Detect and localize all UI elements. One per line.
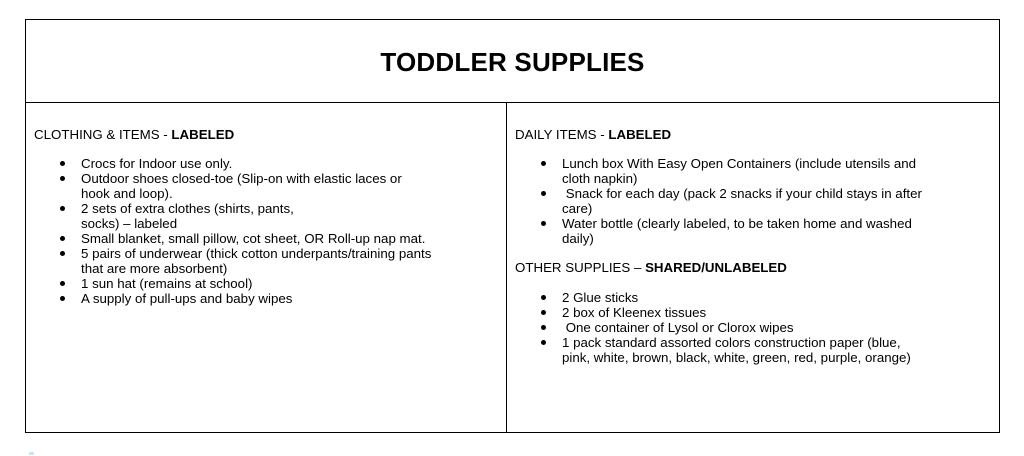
- list-item-line: Outdoor shoes closed-toe (Slip-on with elastic laces or: [81, 171, 402, 186]
- list-item: [34, 276, 506, 291]
- clothing-items-cell: [26, 103, 507, 432]
- list-item: [515, 320, 993, 335]
- list-item-line: cloth napkin): [562, 171, 638, 186]
- daily-and-other-cell: [507, 103, 999, 432]
- other-supplies-heading-emphasis: SHARED/UNLABELED: [645, 260, 787, 275]
- list-item-line: 1 sun hat (remains at school): [81, 276, 253, 291]
- supplies-table: [25, 19, 1000, 433]
- list-item-line: One container of Lysol or Clorox wipes: [562, 320, 794, 335]
- daily-items-heading-emphasis: LABELED: [608, 127, 672, 142]
- list-item-line: 2 Glue sticks: [562, 290, 639, 305]
- list-item-line: socks) – labeled: [81, 216, 178, 231]
- list-item: [515, 216, 993, 246]
- title-cell: [26, 20, 999, 103]
- page-title: TODDLER SUPPLIES: [380, 46, 645, 77]
- list-item: [515, 186, 993, 216]
- list-item-line: 5 pairs of underwear (thick cotton underpants/training pants: [81, 246, 432, 261]
- list-item-line: Snack for each day (pack 2 snacks if your child stays in after: [562, 186, 922, 201]
- list-item-line: that are more absorbent): [81, 261, 228, 276]
- list-item-line: Small blanket, small pillow, cot sheet, OR Roll-up nap mat.: [81, 231, 426, 246]
- list-item: [515, 156, 993, 186]
- list-item: [34, 246, 506, 276]
- list-item: [34, 156, 506, 171]
- list-item-line: daily): [562, 231, 594, 246]
- list-item: [515, 335, 993, 365]
- list-item-line: hook and loop).: [81, 186, 173, 201]
- other-supplies-list: [515, 290, 993, 365]
- list-item: [34, 291, 506, 306]
- clothing-items-heading-prefix: CLOTHING & ITEMS -: [34, 127, 172, 142]
- daily-items-list: [515, 156, 993, 246]
- daily-items-heading-prefix: DAILY ITEMS -: [515, 127, 609, 142]
- list-item: [34, 171, 506, 201]
- list-item-line: 1 pack standard assorted colors construction paper (blue,: [562, 335, 901, 350]
- clothing-items-heading-emphasis: LABELED: [171, 127, 235, 142]
- list-item: [515, 305, 993, 320]
- list-item: [34, 231, 506, 246]
- list-item-line: Crocs for Indoor use only.: [81, 156, 233, 171]
- other-supplies-heading: [515, 260, 993, 275]
- list-item: [515, 290, 993, 305]
- clothing-items-list: [34, 156, 506, 306]
- list-item-line: Lunch box With Easy Open Containers (include utensils and: [562, 156, 917, 171]
- list-item-line: 2 box of Kleenex tissues: [562, 305, 707, 320]
- clothing-items-heading: [34, 127, 506, 142]
- list-item-line: pink, white, brown, black, white, green, red, purple, orange): [562, 350, 911, 365]
- list-item: [34, 201, 506, 231]
- list-item-line: Water bottle (clearly labeled, to be taken home and washed: [562, 216, 912, 231]
- list-item-line: care): [562, 201, 593, 216]
- text-cursor-marker: [29, 452, 34, 455]
- list-item-line: 2 sets of extra clothes (shirts, pants,: [81, 201, 294, 216]
- other-supplies-heading-prefix: OTHER SUPPLIES –: [515, 260, 646, 275]
- list-item-line: A supply of pull-ups and baby wipes: [81, 291, 293, 306]
- daily-items-heading: [515, 127, 993, 142]
